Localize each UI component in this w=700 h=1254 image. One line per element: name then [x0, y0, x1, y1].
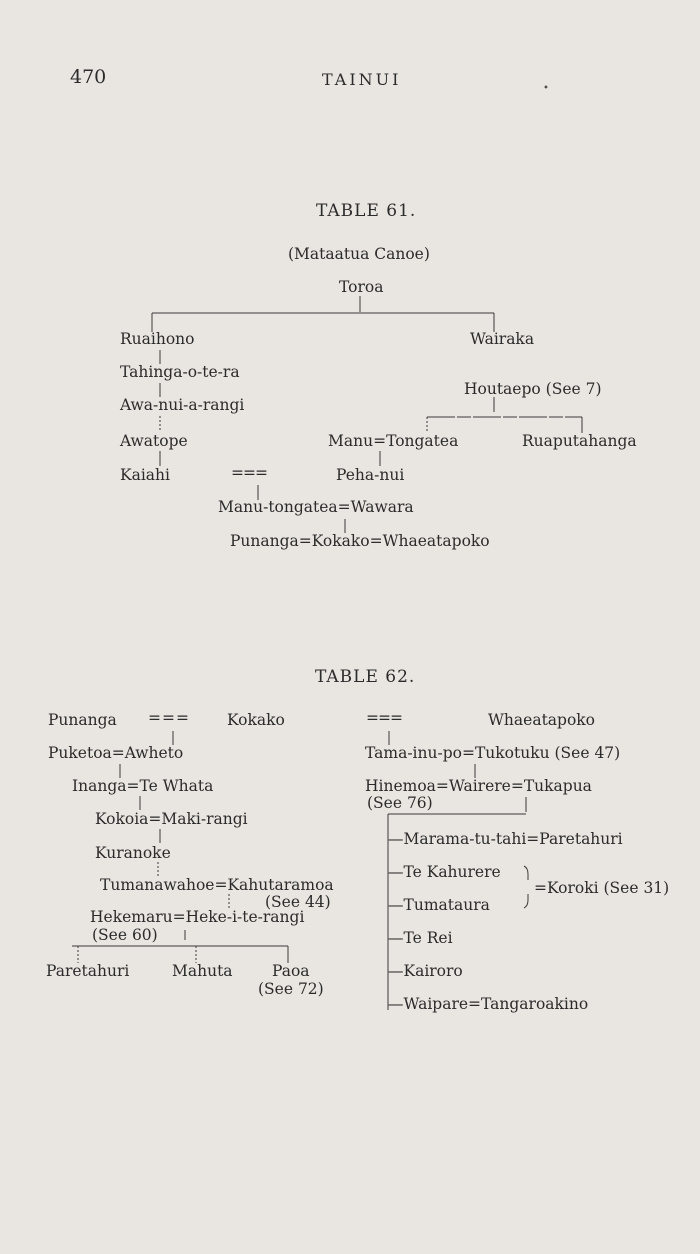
t62-kokako: Kokako: [227, 711, 285, 729]
page-number: 470: [70, 66, 107, 88]
t61-tahinga: Tahinga-o-te-ra: [120, 363, 240, 381]
table-61-title: TABLE 61.: [316, 201, 417, 221]
t62-mahuta: Mahuta: [172, 962, 233, 980]
t61-punanga: Punanga=Kokako=Whaeatapoko: [230, 532, 490, 550]
t62-puketoa: Puketoa=Awheto: [48, 744, 184, 762]
t62-see-44: (See 44): [265, 893, 331, 911]
t61-awatope: Awatope: [120, 432, 188, 450]
t62-hekemaru: Hekemaru=Heke-i-te-rangi: [90, 908, 305, 926]
t61-awa-nui: Awa-nui-a-rangi: [120, 396, 245, 414]
running-title: TAINUI: [322, 70, 402, 89]
t61-houtaepo: Houtaepo (See 7): [464, 380, 602, 398]
t62-koroki: =Koroki (See 31): [534, 879, 670, 897]
t62-marama-tu-tahi: —Marama-tu-tahi=Paretahuri: [388, 830, 623, 848]
t62-te-rei: —Te Rei: [388, 929, 453, 947]
t62-kuranoke: Kuranoke: [95, 844, 171, 862]
t62-te-kahurere: —Te Kahurere: [388, 863, 501, 881]
t62-punanga: Punanga: [48, 711, 117, 729]
t62-see-76: (See 76): [367, 794, 433, 812]
t62-kokoia: Kokoia=Maki-rangi: [95, 810, 248, 828]
t62-tama-inu-po: Tama-inu-po=Tukotuku (See 47): [365, 744, 621, 762]
t62-see-60: (See 60): [92, 926, 158, 944]
t62-kairoro: —Kairoro: [388, 962, 463, 980]
t62-hinemoa: Hinemoa=Wairere=Tukapua: [365, 777, 592, 795]
t61-ruaputahanga: Ruaputahanga: [522, 432, 637, 450]
table-62-title: TABLE 62.: [315, 667, 416, 687]
t62-marriage-sign-2: ===: [366, 709, 402, 727]
t62-whaeatapoko: Whaeatapoko: [488, 711, 596, 729]
t61-peha-nui: Peha-nui: [336, 466, 405, 484]
t62-marriage-sign-1: ===: [148, 709, 190, 727]
t61-wairaka: Wairaka: [470, 330, 535, 348]
t61-marriage-sign: ===: [231, 464, 267, 482]
t61-ruaihono: Ruaihono: [120, 330, 195, 348]
t61-kaiahi: Kaiahi: [120, 466, 170, 484]
t62-paoa: Paoa: [272, 962, 310, 980]
t61-toroa: Toroa: [339, 278, 384, 296]
t62-inanga: Inanga=Te Whata: [72, 777, 214, 795]
t62-see-72: (See 72): [258, 980, 324, 998]
t61-manu-tongatea: Manu-tongatea=Wawara: [218, 498, 414, 516]
t62-tumataura: —Tumataura: [388, 896, 490, 914]
ink-speck: •: [543, 83, 549, 94]
t62-tumanawahoe: Tumanawahoe=Kahutaramoa: [100, 876, 334, 894]
table-61-subtitle: (Mataatua Canoe): [288, 245, 430, 263]
t61-manu: Manu=Tongatea: [328, 432, 459, 450]
t62-waipare: —Waipare=Tangaroakino: [388, 995, 589, 1013]
t62-paretahuri: Paretahuri: [46, 962, 130, 980]
